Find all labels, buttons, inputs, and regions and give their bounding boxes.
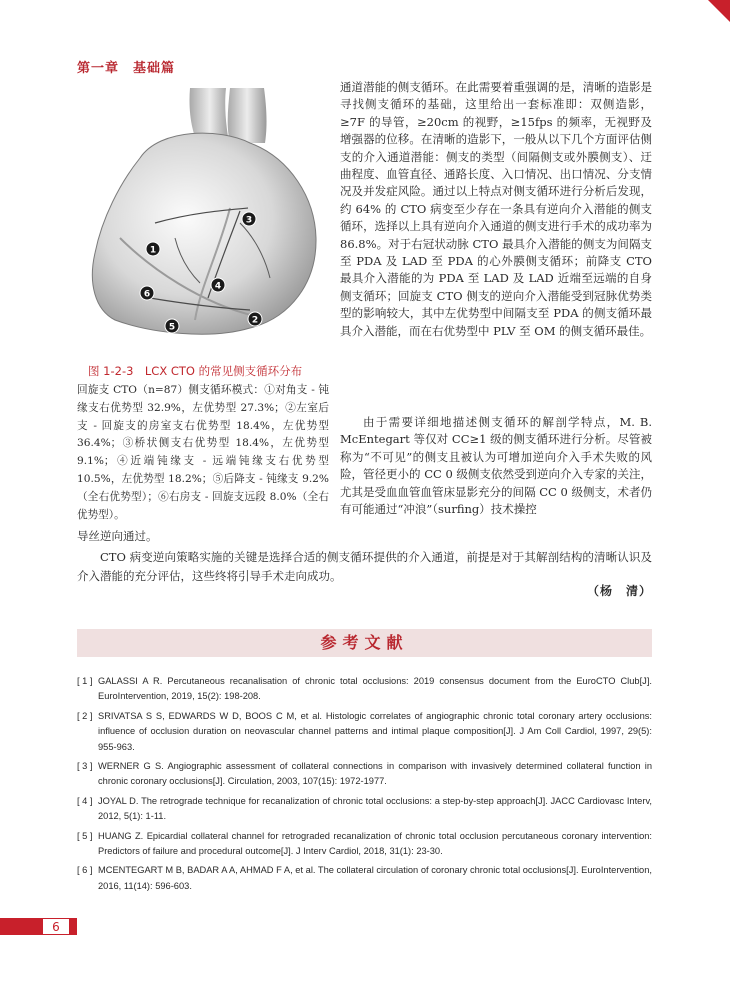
body-paragraph-3: CTO 病变逆向策略实施的关键是选择合适的侧支循环提供的介入通道，前提是对于其解剖结构的清晰认识及介入潜能的充分评估，这些终将引导手术走向成功。 bbox=[77, 550, 652, 583]
heart-figure bbox=[80, 88, 327, 354]
reference-number: [ 2 ] bbox=[77, 710, 93, 721]
figure-caption: 图 1-2-3 LCX CTO 的常见侧支循环分布 bbox=[88, 364, 303, 378]
chapter-header: 第一章 基础篇 bbox=[77, 61, 176, 76]
reference-item bbox=[77, 674, 652, 705]
references-title: 参考文献 bbox=[320, 633, 409, 652]
reference-text: WERNER G S. Angiographic assessment of collateral connections in comparison with invasively determined collateral function in chronic coronary occlusions[J]. Circulation, 2003, 107(15): 1972-1977. bbox=[98, 761, 652, 787]
body-paragraph-1: 通道潜能的侧支循环。在此需要着重强调的是，清晰的造影是寻找侧支循环的基础，这里给出一套标准即：双侧造影，≥7F 的导管，≥20cm 的视野，≥15fps 的频率，无视野及增强器的位移。在清晰的造影下，一般从以下几个方面评估侧支的介入通道潜能：侧支的类型（间隔侧支或外膜侧支）、迂曲程度、血管直径、通路长度、入口情况、出口情况、分支情况及并发症风险。通过以上特点对侧支循环进行分析后发现，约 64% 的 CTO 病变至少存在一条具有逆向介入潜能的侧支循环，选择以上具有逆向介入通道的侧支进行手术的成功率为 86.8%。对于右冠状动脉 CTO 最具介入潜能的侧支为间隔支至 PDA 及 LAD 至 PDA 的心外膜侧支循环；前降支 CTO 最具介入潜能的为 PDA 至 LAD 及 LAD 近端至远端的自身侧支循环；回旋支 CTO 侧支的逆向介入潜能受到冠脉优势类型的影响较大，其中左优势型中间隔支至 PDA 的侧支循环最具介入潜能，而在右优势型中 PLV 至 OM 的侧支循环最佳。 bbox=[340, 80, 652, 338]
reference-item bbox=[77, 794, 652, 825]
reference-item bbox=[77, 863, 652, 894]
marker-label: 2 bbox=[251, 315, 259, 326]
reference-number: [ 1 ] bbox=[77, 676, 93, 686]
marker-label: 6 bbox=[143, 289, 151, 300]
reference-text: MCENTEGART M B, BADAR A A, AHMAD F A, et al. The collateral circulation of coronary chronic total occlusions[J]. EuroIntervention, 2016, 11(14): 596-603. bbox=[98, 865, 652, 891]
reference-text: GALASSI A R. Percutaneous recanalisation of chronic total occlusions: 2019 consensus document from the EuroCTO Club[J]. EuroIntervention, 2019, 15(2): 198-208. bbox=[98, 676, 652, 702]
page-number: 6 bbox=[42, 918, 70, 935]
marker-label: 3 bbox=[245, 215, 253, 226]
reference-item bbox=[77, 709, 652, 755]
reference-number: [ 4 ] bbox=[77, 795, 93, 806]
reference-text: SRIVATSA S S, EDWARDS W D, BOOS C M, et al. Histologic correlates of angiographic chronic total coronary artery occlusions: influence of occlusion duration on neovascular channel patterns and intimal plaque composition[J]. J Am Coll Cardiol, 1997, 29(5): 955-963. bbox=[98, 710, 652, 752]
marker-label: 4 bbox=[214, 281, 222, 292]
reference-number: [ 3 ] bbox=[77, 761, 93, 772]
figure-legend: 回旋支 CTO（n=87）侧支循环模式：①对角支 - 钝缘支右优势型 32.9%，左优势型 27.3%；②左室后支 - 回旋支的房室支右优势型 18.4%，左优势型 36.4%；③桥状侧支右优势型 18.4%，左优势型 9.1%；④近端钝缘支 - 远端钝缘支右优势型 10.5%，左优势型 18.2%；⑤后降支 - 钝缘支 9.2%（全右优势型）；⑥右房支 - 回旋支远段 8.0%（全右优势型）。 bbox=[77, 384, 329, 521]
marker-label: 5 bbox=[168, 322, 176, 333]
reference-number: [ 5 ] bbox=[77, 830, 93, 841]
reference-item bbox=[77, 759, 652, 790]
author: （杨 清） bbox=[586, 584, 652, 598]
reference-list bbox=[77, 674, 652, 898]
reference-number: [ 6 ] bbox=[77, 865, 93, 876]
reference-text: HUANG Z. Epicardial collateral channel for retrograded recanalization of chronic total occlusion percutaneous coronary intervention: Predictors of failure and procedural outcome[J]. J Interv Cardiol, 2018, 31(1): 23-30. bbox=[98, 830, 652, 857]
corner-decoration bbox=[708, 0, 730, 22]
reference-text: JOYAL D. The retrograde technique for recanalization of chronic total occlusions: a step-by-step approach[J]. JACC Cardiovasc Interv, 2012, 5(1): 1-11. bbox=[98, 795, 652, 822]
reference-item bbox=[77, 829, 652, 860]
body-paragraph-2-end: 导丝逆向通过。 bbox=[77, 529, 158, 543]
references-heading-bar bbox=[77, 629, 652, 657]
marker-label: 1 bbox=[149, 245, 157, 256]
body-paragraph-2: 由于需要详细地描述侧支循环的解剖学特点，M. B. McEntegart 等仅对 CC≥1 级的侧支循环进行分析。尽管被称为“不可见”的侧支且被认为可增加逆向介入手术失败的风险，管径更小的 CC 0 级侧支依然受到逆向介入专家的关注，尤其是受血血管血管床显影充分的间隔 CC 0 级侧支，术者仍有可能通过“冲浪”（surfing）技术操控 bbox=[340, 415, 652, 517]
